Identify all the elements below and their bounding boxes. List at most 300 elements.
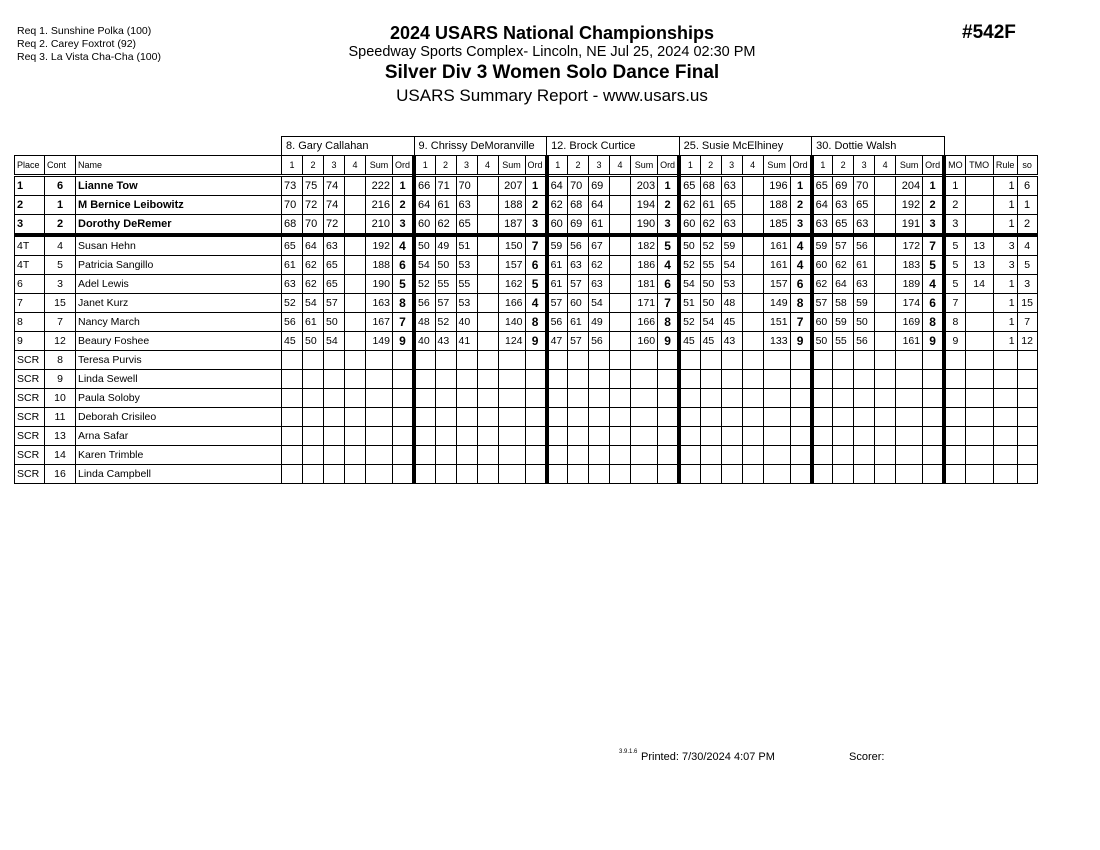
judge-sum [896, 445, 923, 464]
column-header-judge-4: 4 [742, 155, 763, 175]
judge-sum: 167 [366, 312, 393, 331]
tiebreak-mo: 3 [944, 214, 965, 235]
table-row [15, 407, 1038, 426]
judge-score: 61 [854, 255, 875, 274]
software-version: 3.9.1.6 [619, 749, 638, 755]
judge-score: 50 [679, 235, 700, 256]
tiebreak-so [1017, 445, 1037, 464]
column-header-place: Place [15, 155, 45, 175]
judge-score [477, 350, 498, 369]
judge-score [435, 445, 456, 464]
judge-score: 70 [568, 175, 589, 195]
judge-ordinal [525, 426, 547, 445]
judge-score [679, 369, 700, 388]
tiebreak-mo [944, 350, 965, 369]
judge-ordinal [923, 350, 945, 369]
column-header-judge-1: 1 [282, 155, 303, 175]
judge-score [477, 255, 498, 274]
judge-ordinal [923, 426, 945, 445]
judge-ordinal: 4 [525, 293, 547, 312]
judge-sum: 196 [763, 175, 790, 195]
judge-score [742, 214, 763, 235]
contestant-number: 9 [45, 369, 76, 388]
skater-name: Karen Trimble [76, 445, 282, 464]
skater-name: Lianne Tow [76, 175, 282, 195]
judge-sum: 188 [498, 195, 525, 214]
scorer-label: Scorer: [849, 751, 885, 763]
judge-sum: 161 [763, 255, 790, 274]
judge-score [610, 407, 631, 426]
judge-score [282, 464, 303, 483]
judge-score [721, 426, 742, 445]
judge-ordinal: 4 [923, 274, 945, 293]
judge-score [456, 369, 477, 388]
tiebreak-mo [944, 407, 965, 426]
judge-sum: 166 [498, 293, 525, 312]
judge-sum [763, 369, 790, 388]
judge-score: 50 [324, 312, 345, 331]
judge-score: 43 [721, 331, 742, 350]
judge-score: 69 [833, 175, 854, 195]
judge-sum: 174 [896, 293, 923, 312]
table-row [15, 464, 1038, 483]
judge-score [700, 369, 721, 388]
judge-score [812, 350, 833, 369]
judge-score: 65 [679, 175, 700, 195]
judge-score [854, 369, 875, 388]
judge-score: 63 [721, 175, 742, 195]
judge-score [477, 293, 498, 312]
judge-score: 71 [435, 175, 456, 195]
tiebreak-rule: 1 [993, 293, 1017, 312]
judge-score: 67 [589, 235, 610, 256]
judge-score: 60 [414, 214, 435, 235]
tiebreak-so: 5 [1017, 255, 1037, 274]
tiebreak-rule: 1 [993, 331, 1017, 350]
table-row [15, 235, 1038, 256]
judge-sum: 124 [498, 331, 525, 350]
judge-sum: 160 [631, 331, 658, 350]
table-row [15, 331, 1038, 350]
table-row [15, 369, 1038, 388]
judge-ordinal: 9 [658, 331, 680, 350]
judge-score: 63 [854, 214, 875, 235]
column-header-judge-2: 4 [477, 155, 498, 175]
judge-score: 65 [282, 235, 303, 256]
column-header-name: Name [76, 155, 282, 175]
judge-score [477, 175, 498, 195]
judge-ordinal [923, 369, 945, 388]
judge-sum: 204 [896, 175, 923, 195]
judge-sum [896, 407, 923, 426]
judge-score: 60 [812, 255, 833, 274]
judge-score [742, 464, 763, 483]
judge-score: 63 [721, 214, 742, 235]
column-header-judge-5: 3 [854, 155, 875, 175]
judge-score [854, 445, 875, 464]
skater-name: Linda Campbell [76, 464, 282, 483]
judge-score [589, 407, 610, 426]
judge-score: 56 [568, 235, 589, 256]
judge-score [477, 407, 498, 426]
judge-score [547, 388, 568, 407]
judge-score [742, 388, 763, 407]
place-cell: 9 [15, 331, 45, 350]
judge-sum: 194 [631, 195, 658, 214]
judge-sum [498, 388, 525, 407]
judge-score: 45 [282, 331, 303, 350]
tiebreak-mo: 5 [944, 235, 965, 256]
judge-score: 66 [414, 175, 435, 195]
judge-score [345, 350, 366, 369]
contestant-number: 3 [45, 274, 76, 293]
judge-score: 60 [679, 214, 700, 235]
judge-score [547, 426, 568, 445]
tiebreak-tmo [965, 426, 993, 445]
judge-score [414, 369, 435, 388]
contestant-number: 12 [45, 331, 76, 350]
judge-score: 40 [414, 331, 435, 350]
judge-sum [896, 369, 923, 388]
judge-score: 62 [547, 195, 568, 214]
column-header-judge-3: 3 [589, 155, 610, 175]
judge-score: 62 [679, 195, 700, 214]
judge-score: 50 [700, 274, 721, 293]
table-row [15, 195, 1038, 214]
judge-score [875, 407, 896, 426]
contestant-number: 2 [45, 214, 76, 235]
tiebreak-so [1017, 388, 1037, 407]
judge-score: 56 [547, 312, 568, 331]
judge-score [435, 350, 456, 369]
judge-score [610, 255, 631, 274]
judge-ordinal: 6 [658, 274, 680, 293]
tiebreak-tmo [965, 445, 993, 464]
judge-ordinal [790, 388, 812, 407]
judge-score [345, 464, 366, 483]
judge-score [477, 214, 498, 235]
requirements-list [17, 25, 161, 64]
judge-score [742, 369, 763, 388]
judge-sum: 203 [631, 175, 658, 195]
skater-name: Deborah Crisileo [76, 407, 282, 426]
judge-score [456, 464, 477, 483]
tiebreak-mo [944, 426, 965, 445]
skater-name: Linda Sewell [76, 369, 282, 388]
judge-sum [498, 426, 525, 445]
column-header-judge-3: 1 [547, 155, 568, 175]
tiebreak-mo [944, 464, 965, 483]
judge-score [477, 426, 498, 445]
judge-score: 48 [414, 312, 435, 331]
judge-score [610, 274, 631, 293]
judge-score [875, 388, 896, 407]
column-header-judge-3: Ord [658, 155, 680, 175]
judge-score [875, 350, 896, 369]
tiebreak-mo: 5 [944, 274, 965, 293]
judge-score: 68 [568, 195, 589, 214]
judge-ordinal [658, 388, 680, 407]
tiebreak-tmo: 14 [965, 274, 993, 293]
skater-name: Janet Kurz [76, 293, 282, 312]
judge-sum [498, 407, 525, 426]
judge-score: 50 [854, 312, 875, 331]
judge-score: 62 [812, 274, 833, 293]
judge-score: 63 [812, 214, 833, 235]
tiebreak-mo: 5 [944, 255, 965, 274]
tiebreak-rule: 1 [993, 274, 1017, 293]
judge-score: 50 [414, 235, 435, 256]
judge-score [721, 369, 742, 388]
column-header-1: TMO [965, 155, 993, 175]
contestant-number: 5 [45, 255, 76, 274]
judge-score: 69 [568, 214, 589, 235]
place-cell: SCR [15, 388, 45, 407]
judge-score [875, 464, 896, 483]
judge-sum: 191 [896, 214, 923, 235]
judge-ordinal: 4 [393, 235, 415, 256]
judge-score [700, 426, 721, 445]
judge-score [700, 407, 721, 426]
judge-sum [631, 445, 658, 464]
judge-score [345, 312, 366, 331]
skater-name: M Bernice Leibowitz [76, 195, 282, 214]
judge-name: 9. Chrissy DeMoranville [414, 137, 547, 156]
judge-score: 63 [324, 235, 345, 256]
judge-score: 65 [456, 214, 477, 235]
judge-score [435, 464, 456, 483]
judge-sum [366, 369, 393, 388]
judge-score: 64 [589, 195, 610, 214]
judge-score [742, 445, 763, 464]
judge-name: 12. Brock Curtice [547, 137, 680, 156]
judge-score [345, 235, 366, 256]
judge-ordinal: 2 [393, 195, 415, 214]
column-header-0: MO [944, 155, 965, 175]
judge-score [303, 369, 324, 388]
judge-ordinal: 6 [525, 255, 547, 274]
tiebreak-rule [993, 369, 1017, 388]
judge-score [610, 331, 631, 350]
judge-score: 56 [854, 331, 875, 350]
judge-score: 59 [547, 235, 568, 256]
judge-score: 43 [435, 331, 456, 350]
judge-sum [896, 426, 923, 445]
contestant-number: 15 [45, 293, 76, 312]
judge-score [812, 445, 833, 464]
column-header-judge-5: 2 [833, 155, 854, 175]
place-cell: SCR [15, 369, 45, 388]
tiebreak-so [1017, 426, 1037, 445]
judge-ordinal: 5 [658, 235, 680, 256]
tiebreak-so: 4 [1017, 235, 1037, 256]
judge-score: 62 [700, 214, 721, 235]
judge-score: 49 [589, 312, 610, 331]
judge-score [547, 369, 568, 388]
judge-score [456, 445, 477, 464]
judge-score [282, 445, 303, 464]
judge-sum: 192 [366, 235, 393, 256]
judge-score [282, 350, 303, 369]
judge-score [875, 312, 896, 331]
judge-score [875, 331, 896, 350]
judge-score [812, 464, 833, 483]
judge-ordinal: 6 [393, 255, 415, 274]
judge-score [345, 331, 366, 350]
judge-ordinal [923, 445, 945, 464]
judge-ordinal [790, 369, 812, 388]
judge-score [812, 426, 833, 445]
judge-ordinal: 6 [790, 274, 812, 293]
judge-score [721, 350, 742, 369]
judge-score: 63 [568, 255, 589, 274]
judge-score [875, 255, 896, 274]
judge-score [435, 407, 456, 426]
judge-score [568, 350, 589, 369]
judge-score: 65 [324, 274, 345, 293]
judge-score [589, 369, 610, 388]
judge-score [477, 445, 498, 464]
judge-score [679, 426, 700, 445]
tiebreak-rule [993, 388, 1017, 407]
tiebreak-tmo [965, 214, 993, 235]
judge-score [875, 214, 896, 235]
place-cell: 4T [15, 235, 45, 256]
tiebreak-rule [993, 350, 1017, 369]
place-cell: SCR [15, 445, 45, 464]
judge-score [610, 312, 631, 331]
judge-score [742, 312, 763, 331]
column-header-judge-1: Sum [366, 155, 393, 175]
judge-score [568, 426, 589, 445]
judge-score: 45 [679, 331, 700, 350]
judge-ordinal: 2 [790, 195, 812, 214]
column-header-judge-1: Ord [393, 155, 415, 175]
judge-score: 62 [435, 214, 456, 235]
column-header-judge-5: Sum [896, 155, 923, 175]
judge-score: 65 [324, 255, 345, 274]
judge-score: 65 [854, 195, 875, 214]
tiebreak-tmo [965, 464, 993, 483]
judge-score [610, 388, 631, 407]
judge-score: 57 [568, 274, 589, 293]
judge-sum [763, 388, 790, 407]
table-row [15, 255, 1038, 274]
judge-ordinal [393, 369, 415, 388]
judge-sum: 207 [498, 175, 525, 195]
contestant-number: 16 [45, 464, 76, 483]
judge-score: 55 [435, 274, 456, 293]
judge-score [477, 312, 498, 331]
judge-score [345, 388, 366, 407]
column-header-judge-3: 4 [610, 155, 631, 175]
judge-ordinal: 8 [790, 293, 812, 312]
judge-score [833, 388, 854, 407]
judge-score: 65 [833, 214, 854, 235]
judge-score: 62 [589, 255, 610, 274]
judge-score [742, 255, 763, 274]
judge-score [854, 388, 875, 407]
judge-ordinal [658, 445, 680, 464]
judge-score [742, 235, 763, 256]
judge-score: 72 [324, 214, 345, 235]
judge-score: 60 [547, 214, 568, 235]
judge-score [610, 195, 631, 214]
column-header-judge-1: 3 [324, 155, 345, 175]
skater-name: Dorothy DeRemer [76, 214, 282, 235]
judge-score [812, 388, 833, 407]
judge-score: 51 [456, 235, 477, 256]
judge-score [833, 369, 854, 388]
blank-cell [944, 137, 1037, 156]
judge-ordinal: 9 [525, 331, 547, 350]
tiebreak-mo [944, 369, 965, 388]
judge-ordinal: 7 [658, 293, 680, 312]
tiebreak-so: 1 [1017, 195, 1037, 214]
judge-score: 62 [303, 274, 324, 293]
judge-ordinal: 9 [393, 331, 415, 350]
judge-score [345, 274, 366, 293]
judge-score [610, 369, 631, 388]
judge-score [589, 464, 610, 483]
table-row [15, 214, 1038, 235]
judge-ordinal [393, 464, 415, 483]
judge-score [875, 274, 896, 293]
judge-ordinal: 4 [658, 255, 680, 274]
judge-score: 64 [414, 195, 435, 214]
column-header-judge-2: 3 [456, 155, 477, 175]
judge-score: 74 [324, 195, 345, 214]
tiebreak-tmo [965, 369, 993, 388]
judge-score [700, 464, 721, 483]
place-cell: 2 [15, 195, 45, 214]
judge-ordinal: 2 [923, 195, 945, 214]
judge-score: 57 [812, 293, 833, 312]
tiebreak-so: 3 [1017, 274, 1037, 293]
judge-ordinal [393, 350, 415, 369]
judge-score: 50 [303, 331, 324, 350]
judge-score: 65 [721, 195, 742, 214]
judge-ordinal [658, 350, 680, 369]
tiebreak-so: 15 [1017, 293, 1037, 312]
judge-score [812, 369, 833, 388]
place-cell: 3 [15, 214, 45, 235]
tiebreak-tmo: 13 [965, 235, 993, 256]
judge-sum: 157 [763, 274, 790, 293]
judge-score: 65 [812, 175, 833, 195]
judge-score [547, 407, 568, 426]
contestant-number: 4 [45, 235, 76, 256]
judge-score [477, 388, 498, 407]
judge-score [547, 445, 568, 464]
judge-ordinal: 4 [790, 255, 812, 274]
requirement-3: Req 3. La Vista Cha-Cha (100) [17, 51, 161, 63]
judge-sum: 166 [631, 312, 658, 331]
judge-score: 54 [303, 293, 324, 312]
tiebreak-rule [993, 426, 1017, 445]
tiebreak-tmo [965, 195, 993, 214]
judge-score [679, 350, 700, 369]
tiebreak-rule [993, 407, 1017, 426]
judge-score: 41 [456, 331, 477, 350]
report-header [300, 22, 804, 107]
judge-score: 57 [568, 331, 589, 350]
judge-score: 50 [812, 331, 833, 350]
judge-score [324, 464, 345, 483]
judge-sum: 163 [366, 293, 393, 312]
judge-score [345, 255, 366, 274]
judge-score [610, 464, 631, 483]
